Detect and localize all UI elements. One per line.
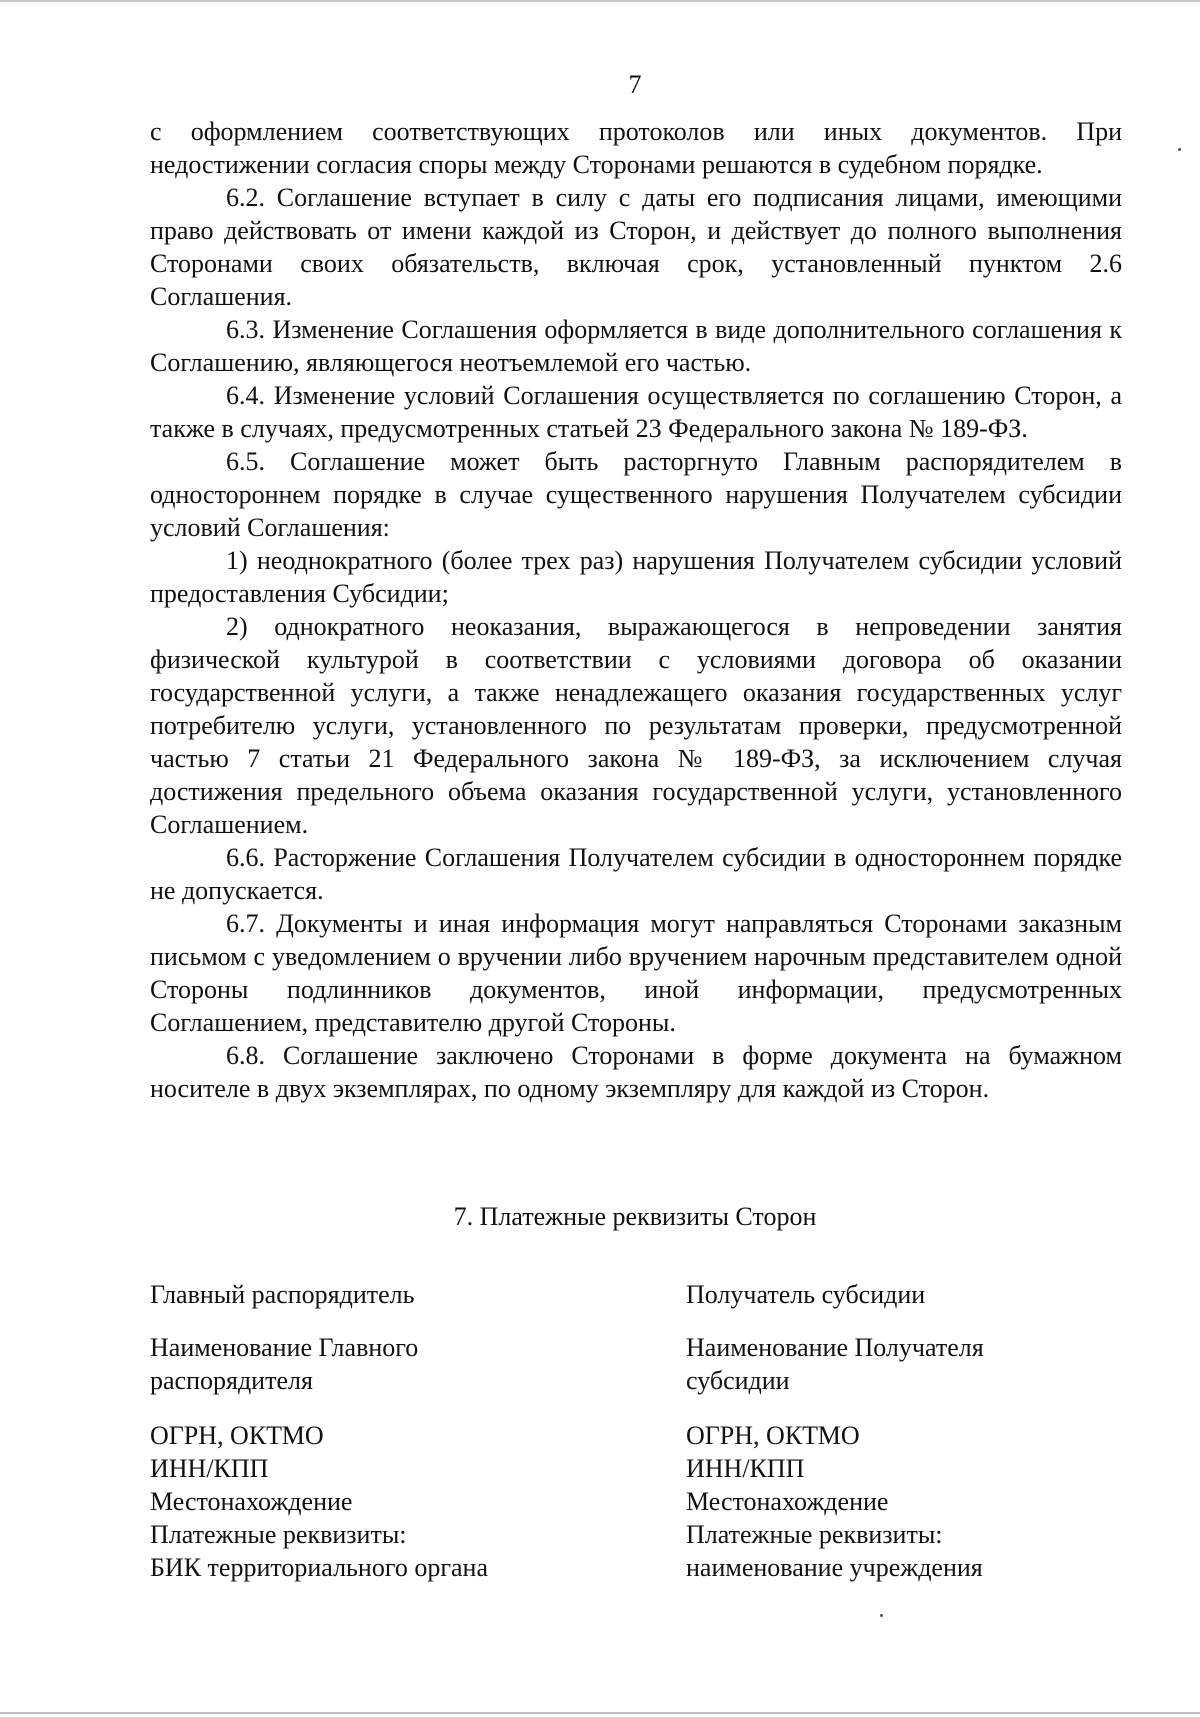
left-party-detail-bik: БИК территориального органа bbox=[150, 1553, 488, 1582]
clause-6-5: 6.5. Соглашение может быть расторгнуто Главным распорядителем в одностороннем порядке в случае существенного нарушения Получателем субсидии условий Соглашения: bbox=[150, 447, 1122, 542]
left-party-detail-payment: Платежные реквизиты: bbox=[150, 1520, 407, 1549]
left-party-detail-location: Местонахождение bbox=[150, 1487, 353, 1516]
section-title: 7. Платежные реквизиты Сторон bbox=[453, 1202, 817, 1231]
right-party-column bbox=[686, 1278, 1106, 1584]
clause-6-6: 6.6. Расторжение Соглашения Получателем субсидии в одностороннем порядке не допускается. bbox=[150, 843, 1122, 905]
right-party-detail-institution: наименование учреждения bbox=[686, 1553, 983, 1582]
document-body bbox=[150, 115, 1122, 1105]
page-number: 7 bbox=[628, 70, 642, 99]
right-party-heading: Получатель субсидии bbox=[686, 1280, 926, 1309]
clause-6-7: 6.7. Документы и иная информация могут направляться Сторонами заказным письмом с уведомлением о вручении либо вручением нарочным представителем одной Стороны подлинников документов, иной информации, предусмотренных Соглашением, представителю другой Стороны. bbox=[150, 909, 1122, 1037]
right-party-detail-inn: ИНН/КПП bbox=[686, 1454, 805, 1483]
clause-6-3: 6.3. Изменение Соглашения оформляется в виде дополнительного соглашения к Соглашению, являющегося неотъемлемой его частью. bbox=[150, 315, 1122, 377]
right-party-detail-location: Местонахождение bbox=[686, 1487, 889, 1516]
right-party-name-line: Наименование Получателя bbox=[686, 1333, 984, 1362]
scan-edge-bottom bbox=[0, 1712, 1200, 1714]
left-party-column bbox=[150, 1278, 570, 1584]
clause-6-5-item-1: 1) неоднократного (более трех раз) нарушения Получателем субсидии условий предоставления Субсидии; bbox=[150, 546, 1122, 608]
right-party-name bbox=[686, 1331, 1106, 1397]
left-party-detail-ogrn: ОГРН, ОКТМО bbox=[150, 1421, 324, 1450]
right-party-name-line: субсидии bbox=[686, 1366, 790, 1395]
left-party-name-line: Наименование Главного bbox=[150, 1333, 419, 1362]
scan-speck bbox=[1178, 148, 1181, 151]
scan-speck bbox=[880, 1614, 883, 1617]
left-party-name-line: распорядителя bbox=[150, 1366, 313, 1395]
right-party-detail-ogrn: ОГРН, ОКТМО bbox=[686, 1421, 860, 1450]
left-party-heading: Главный распорядитель bbox=[150, 1280, 415, 1309]
clause-6-4: 6.4. Изменение условий Соглашения осуществляется по соглашению Сторон, а также в случаях, предусмотренных статьей 23 Федерального закона № 189-ФЗ. bbox=[150, 381, 1122, 443]
paragraph-continuation: с оформлением соответствующих протоколов или иных документов. При недостижении согласия споры между Сторонами решаются в судебном порядке. bbox=[150, 117, 1122, 179]
clause-6-5-item-2: 2) однократного неоказания, выражающегося в непроведении занятия физической культурой в соответствии с условиями договора об оказании государственной услуги, а также ненадлежащего оказания государственных услуг потребителю услуги, установленного по результатам проверки, предусмотренной частью 7 статьи 21 Федерального закона № 189-ФЗ, за исключением случая достижения предельного объема оказания государственной услуги, установленного Соглашением. bbox=[150, 612, 1122, 839]
left-party-name bbox=[150, 1331, 570, 1397]
left-party-detail-inn: ИНН/КПП bbox=[150, 1454, 269, 1483]
clause-6-8: 6.8. Соглашение заключено Сторонами в форме документа на бумажном носителе в двух экземплярах, по одному экземпляру для каждой из Сторон. bbox=[150, 1041, 1122, 1103]
clause-6-2: 6.2. Соглашение вступает в силу с даты его подписания лицами, имеющими право действовать от имени каждой из Сторон, и действует до полного выполнения Сторонами своих обязательств, включая срок, установленный пунктом 2.6 Соглашения. bbox=[150, 183, 1122, 311]
scan-edge-top bbox=[0, 0, 1200, 2]
right-party-detail-payment: Платежные реквизиты: bbox=[686, 1520, 943, 1549]
